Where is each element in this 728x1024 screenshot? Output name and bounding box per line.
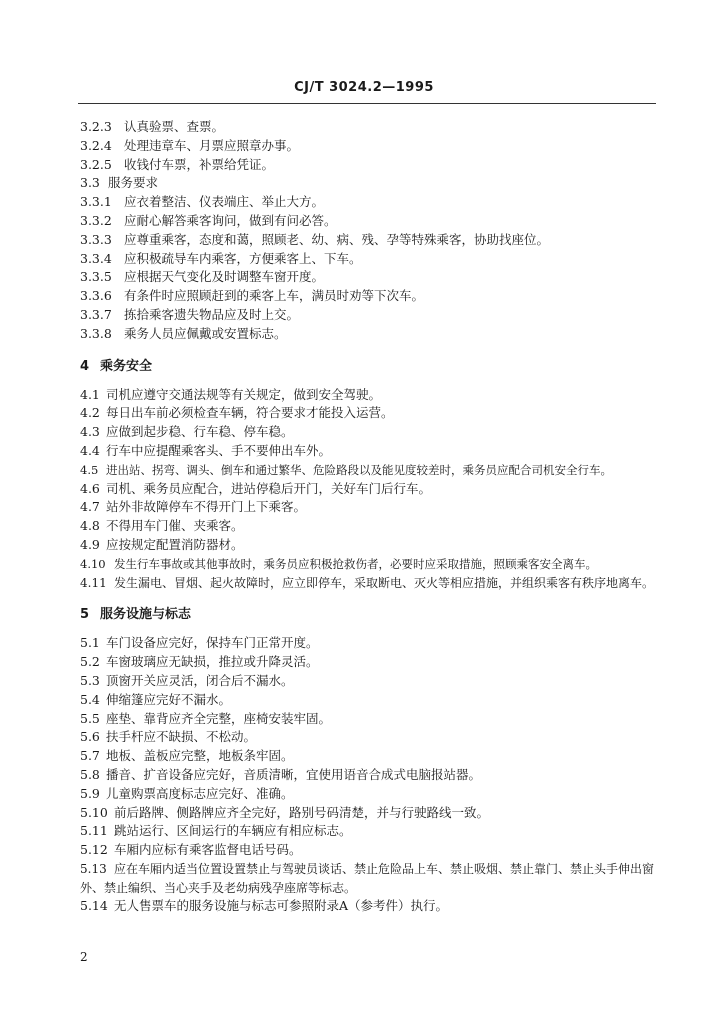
- clause-4-8: [80, 517, 660, 536]
- clause-text: 应耐心解答乘客询问，做到有问必答。: [124, 212, 337, 228]
- clause-3-3-3: [80, 231, 660, 250]
- clause-text: 儿童购票高度标志应完好、准确。: [106, 785, 294, 801]
- clause-text: 有条件时应照顾赶到的乘客上车，满员时劝等下次车。: [124, 288, 425, 304]
- clause-4-2: [80, 404, 660, 423]
- clause-number: 4.10: [80, 556, 106, 571]
- clause-5-7: [80, 747, 660, 766]
- clause-text: 无人售票车的服务设施与标志可参照附录A（参考件）执行。: [114, 898, 449, 914]
- clause-text: 司机、乘务员应配合，进站停稳后开门，关好车门后行车。: [106, 480, 432, 496]
- clause-4-5: [80, 461, 660, 480]
- clause-number: 4.9: [80, 536, 100, 552]
- clause-list: [80, 386, 660, 593]
- clause-number: 4.4: [80, 442, 100, 458]
- clause-text: 座垫、靠背应齐全完整，座椅安装牢固。: [106, 710, 332, 726]
- clause-text: 应做到起步稳、行车稳、停车稳。: [106, 424, 294, 440]
- clause-number: 3.3.3: [80, 231, 112, 247]
- clause-text: 车窗玻璃应无缺损，推拉或升降灵活。: [106, 654, 319, 670]
- clause-5-11: [80, 822, 660, 841]
- clause-3-3-5: [80, 268, 660, 287]
- clause-5-14: [80, 897, 660, 916]
- clause-text: 站外非故障停车不得开门上下乘客。: [106, 499, 307, 515]
- section-title: 服务设施与标志: [100, 607, 192, 623]
- document-body: [80, 118, 660, 916]
- clause-4-3: [80, 423, 660, 442]
- clause-5-4: [80, 691, 660, 710]
- clause-number: 3.3.4: [80, 250, 112, 266]
- clause-number: 5.6: [80, 729, 100, 745]
- clause-4-11: [80, 574, 660, 593]
- clause-number: 3.2.5: [80, 156, 112, 172]
- clause-number: 5.2: [80, 654, 100, 670]
- clause-text: 播音、扩音设备应完好，音质清晰，宜使用语音合成式电脑报站器。: [106, 766, 482, 782]
- clause-text: 每日出车前必须检查车辆，符合要求才能投入运营。: [106, 405, 394, 421]
- clause-number: 5.14: [80, 898, 108, 914]
- clause-text: 顶窗开关应灵活，闭合后不漏水。: [106, 672, 294, 688]
- clause-5-5: [80, 710, 660, 729]
- clause-4-4: [80, 442, 660, 461]
- clause-number: 5.1: [80, 635, 100, 651]
- clause-list: [80, 118, 660, 344]
- clause-3-3-4: [80, 250, 660, 269]
- clause-text: 地板、盖板应完整，地板条牢固。: [106, 748, 294, 764]
- clause-number: 4.8: [80, 518, 100, 534]
- clause-text: 司机应遵守交通法规等有关规定，做到安全驾驶。: [106, 386, 382, 402]
- clause-number: 5.3: [80, 672, 100, 688]
- clause-number: 3.3.1: [80, 194, 112, 210]
- clause-5-6: [80, 728, 660, 747]
- clause-number: 5.10: [80, 804, 108, 820]
- clause-5-10: [80, 804, 660, 823]
- clause-5-1: [80, 634, 660, 653]
- clause-number: 3.3.2: [80, 212, 112, 228]
- section-heading-4: [80, 358, 660, 376]
- clause-3-3-7: [80, 306, 660, 325]
- clause-number: 5.8: [80, 766, 100, 782]
- clause-number: 4.11: [80, 575, 107, 590]
- clause-text: 发生行车事故或其他事故时，乘务员应积极抢救伤者，必要时应采取措施，照顾乘客安全离车。: [114, 556, 597, 571]
- clause-3-3: [80, 174, 660, 193]
- clause-text: 拣拾乘客遗失物品应及时上交。: [124, 306, 300, 322]
- clause-3-3-6: [80, 287, 660, 306]
- clause-4-9: [80, 536, 660, 555]
- clause-number: 5.11: [80, 823, 108, 839]
- section-number: 4: [80, 358, 90, 374]
- clause-text: 前后路牌、侧路牌应齐全完好，路别号码清楚，并与行驶路线一致。: [114, 804, 490, 820]
- clause-number: 5.7: [80, 748, 100, 764]
- clause-3-2-5: [80, 156, 660, 175]
- clause-5-9: [80, 785, 660, 804]
- clause-number: 3.3.5: [80, 269, 112, 285]
- clause-number: 3.3.8: [80, 325, 112, 341]
- section-number: 5: [80, 607, 90, 623]
- clause-number: 4.1: [80, 386, 100, 402]
- clause-number: 4.5: [80, 462, 99, 477]
- clause-number: 3.2.4: [80, 137, 112, 153]
- clause-text: 跳站运行、区间运行的车辆应有相应标志。: [114, 823, 352, 839]
- clause-text: 应积极疏导车内乘客，方便乘客上、下车。: [124, 250, 362, 266]
- clause-number: 3.3.6: [80, 288, 112, 304]
- clause-text: 收钱付车票，补票给凭证。: [124, 156, 275, 172]
- clause-number: 5.13: [80, 861, 107, 876]
- clause-number: 3.3: [80, 175, 100, 191]
- clause-text: 应衣着整洁、仪表端庄、举止大方。: [124, 194, 325, 210]
- clause-5-13: [80, 860, 660, 898]
- clause-number: 3.2.3: [80, 119, 112, 134]
- clause-text: 扶手杆应不缺损、不松动。: [106, 729, 257, 745]
- clause-text: 应在车厢内适当位置设置禁止与驾驶员谈话、禁止危险品上车、禁止吸烟、禁止靠门、禁止头手伸出窗外、禁止编织、当心夹手及老幼病残孕座席等标志。: [80, 861, 655, 895]
- clause-3-3-1: [80, 193, 660, 212]
- clause-text: 车门设备应完好，保持车门正常开度。: [106, 635, 319, 651]
- clause-3-2-4: [80, 137, 660, 156]
- clause-5-3: [80, 672, 660, 691]
- clause-text: 不得用车门催、夹乘客。: [106, 518, 244, 534]
- clause-text: 伸缩篷应完好不漏水。: [106, 691, 232, 707]
- clause-3-3-2: [80, 212, 660, 231]
- clause-number: 4.3: [80, 424, 100, 440]
- page-number: 2: [80, 950, 88, 964]
- clause-number: 5.5: [80, 710, 100, 726]
- clause-number: 5.4: [80, 691, 100, 707]
- clause-4-6: [80, 480, 660, 499]
- clause-number: 4.7: [80, 499, 100, 515]
- clause-list: [80, 634, 660, 916]
- clause-4-10: [80, 555, 660, 574]
- header-rule: [78, 103, 656, 104]
- clause-text: 应根据天气变化及时调整车窗开度。: [124, 269, 325, 285]
- clause-5-12: [80, 841, 660, 860]
- clause-number: 4.2: [80, 405, 100, 421]
- clause-number: 5.9: [80, 785, 100, 801]
- clause-4-1: [80, 386, 660, 405]
- clause-text: 认真验票、查票。: [124, 119, 225, 134]
- clause-4-7: [80, 498, 660, 517]
- document-code-header: CJ/T 3024.2—1995: [294, 80, 434, 95]
- section-heading-5: [80, 606, 660, 624]
- clause-5-8: [80, 766, 660, 785]
- clause-text: 应按规定配置消防器材。: [106, 536, 244, 552]
- clause-text: 车厢内应标有乘客监督电话号码。: [114, 842, 302, 858]
- clause-text: 应尊重乘客，态度和蔼，照顾老、幼、病、残、孕等特殊乘客，协助找座位。: [124, 231, 550, 247]
- clause-3-3-8: [80, 325, 660, 344]
- clause-3-2-3: [80, 118, 660, 137]
- clause-number: 3.3.7: [80, 306, 112, 322]
- clause-5-2: [80, 653, 660, 672]
- clause-text: 乘务人员应佩戴或安置标志。: [124, 325, 287, 341]
- clause-text: 发生漏电、冒烟、起火故障时，应立即停车，采取断电、灭火等相应措施，并组织乘客有秩序地离车。: [114, 575, 655, 590]
- clause-number: 4.6: [80, 480, 100, 496]
- clause-text: 行车中应提醒乘客头、手不要伸出车外。: [106, 442, 332, 458]
- section-title: 乘务安全: [100, 358, 153, 374]
- clause-text: 处理违章车、月票应照章办事。: [124, 137, 300, 153]
- clause-text: 服务要求: [108, 175, 159, 191]
- clause-text: 进出站、拐弯、调头、倒车和通过繁华、危险路段以及能见度较差时，乘务员应配合司机安全行车。: [106, 462, 612, 477]
- clause-number: 5.12: [80, 842, 108, 858]
